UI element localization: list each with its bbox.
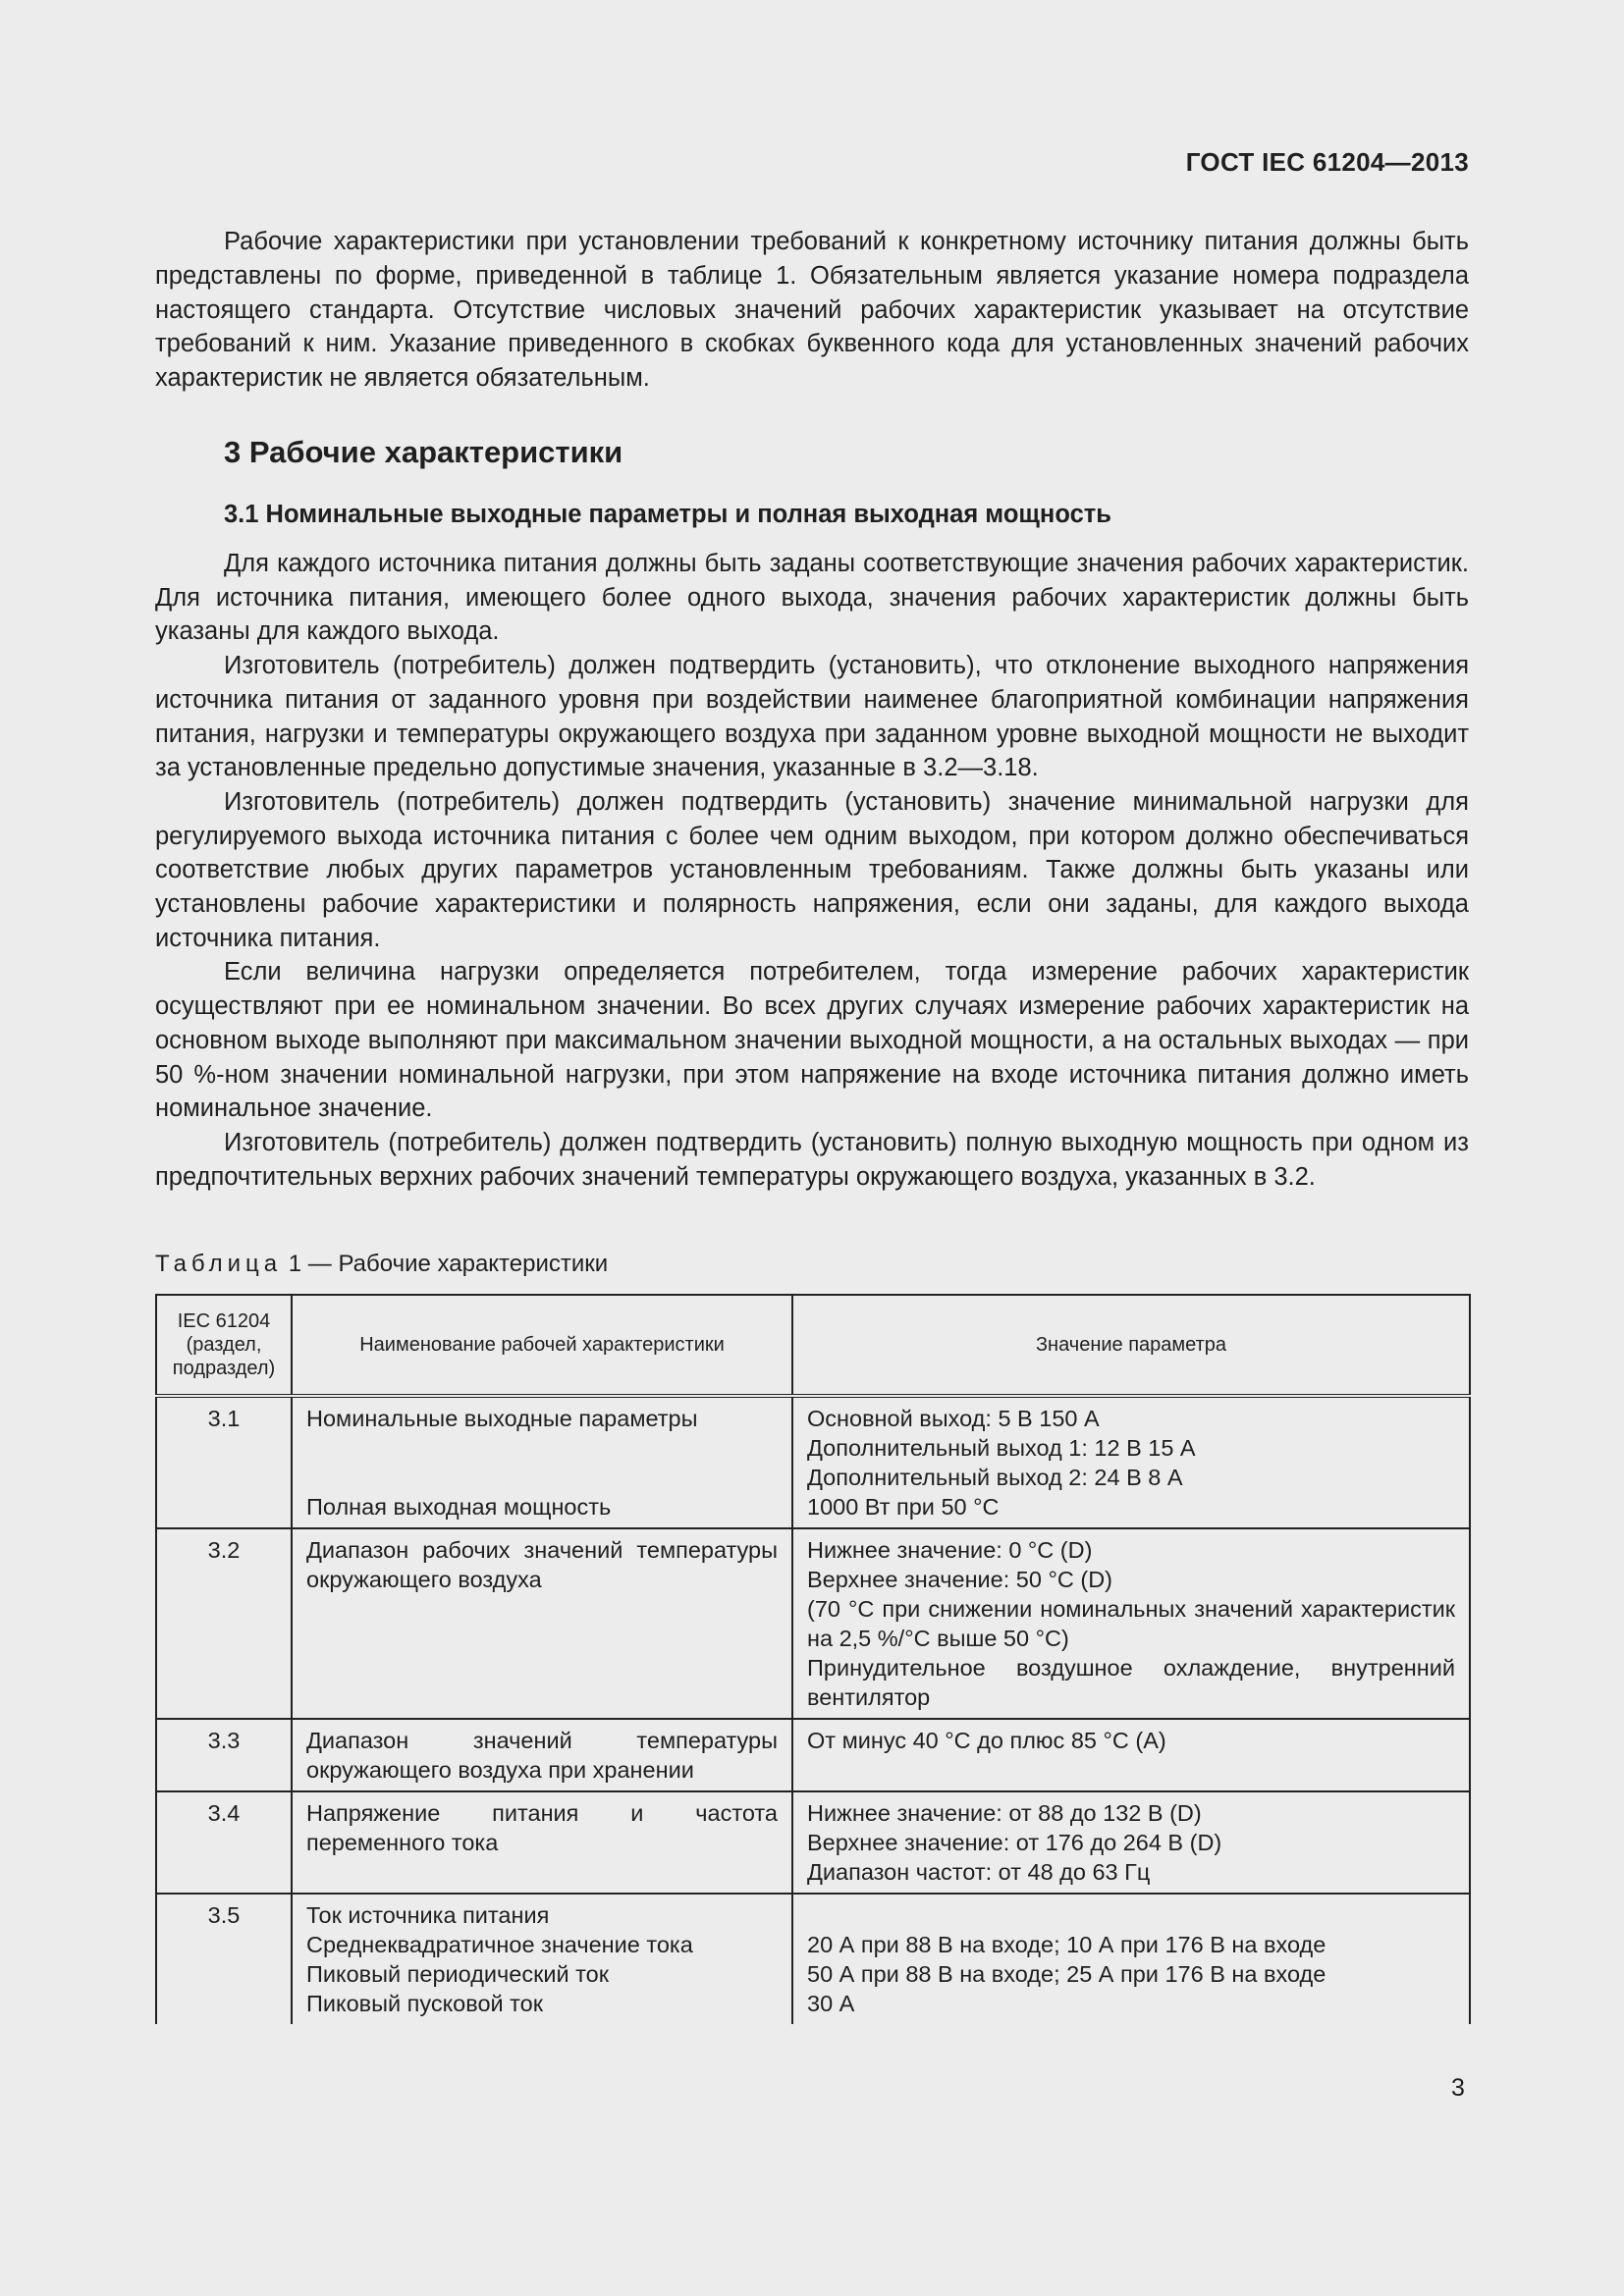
value-line: 1000 Вт при 50 °С	[807, 1494, 1000, 1520]
header-section: IEC 61204 (раздел, подраздел)	[156, 1295, 292, 1396]
row-number: 3.1	[156, 1396, 292, 1528]
row-name: Диапазон рабочих значений температуры окружающего воздуха	[292, 1528, 792, 1719]
row-name: Диапазон значений температуры окружающего воздуха при хранении	[292, 1719, 792, 1791]
value-line: (70 °С при снижении номинальных значений характеристик на 2,5 %/°С выше 50 °С)	[807, 1596, 1455, 1651]
row-value	[792, 1791, 1470, 1894]
table-caption-word: Таблица	[155, 1251, 283, 1277]
document-header: ГОСТ IEC 61204—2013	[1185, 147, 1469, 177]
section-3-1-body	[155, 547, 1469, 1194]
value-line: Верхнее значение: от 176 до 264 В (D)	[807, 1830, 1222, 1855]
table-caption	[155, 1251, 608, 1278]
row-number: 3.2	[156, 1528, 292, 1719]
row-value	[792, 1396, 1470, 1528]
value-line: Дополнительный выход 2: 24 В 8 А	[807, 1465, 1183, 1490]
value-line: 20 А при 88 В на входе; 10 А при 176 В на входе	[807, 1932, 1326, 1957]
name-line: Пиковый пусковой ток	[306, 1991, 544, 2016]
table-row	[156, 1528, 1470, 1719]
row-number: 3.4	[156, 1791, 292, 1894]
name-line: Ток источника питания	[306, 1902, 550, 1928]
section-3-heading: 3 Рабочие характеристики	[224, 435, 623, 469]
row-name: Напряжение питания и частота переменного тока	[292, 1791, 792, 1894]
row-value	[792, 1894, 1470, 2024]
name-line: Пиковый периодический ток	[306, 1961, 610, 1987]
name-line: Номинальные выходные параметры	[306, 1406, 698, 1431]
table-row	[156, 1719, 1470, 1791]
value-line: Основной выход: 5 В 150 А	[807, 1406, 1100, 1431]
value-line: 50 А при 88 В на входе; 25 А при 176 В на входе	[807, 1961, 1326, 1987]
value-line: Дополнительный выход 1: 12 В 15 А	[807, 1435, 1196, 1461]
row-value: От минус 40 °С до плюс 85 °С (А)	[792, 1719, 1470, 1791]
intro-paragraph	[155, 225, 1469, 396]
paragraph: Если величина нагрузки определяется потребителем, тогда измерение рабочих характеристик осуществляют при ее номинальном значении. Во всех других случаях измерение рабочих характеристик на основном выходе выполняют при максимальном значении выходной мощности, а на остальных выходах — при 50 %-ном значении номинальной нагрузки, при этом напряжение на входе источника питания должно иметь номинальное значение.	[155, 958, 1469, 1123]
paragraph: Для каждого источника питания должны быть заданы соответствующие значения рабочих характеристик. Для источника питания, имеющего более одного выхода, значения рабочих характеристик должны быть указаны для каждого выхода.	[155, 550, 1469, 646]
value-line: Принудительное воздушное охлаждение, внутренний вентилятор	[807, 1655, 1455, 1710]
characteristics-table	[155, 1294, 1471, 2024]
row-value	[792, 1528, 1470, 1719]
intro-text: Рабочие характеристики при установлении требований к конкретному источнику питания должны быть представлены по форме, приведенной в таблице 1. Обязательным является указание номера подраздела настоящего стандарта. Отсутствие числовых значений рабочих характеристик указывает на отсутствие требований к ним. Указание приведенного в скобках буквенного кода для установленных значений рабочих характеристик не является обязательным.	[155, 228, 1469, 393]
row-name	[292, 1396, 792, 1528]
table-row	[156, 1894, 1470, 2024]
paragraph: Изготовитель (потребитель) должен подтвердить (установить) полную выходную мощность при одном из предпочтительных верхних рабочих значений температуры окружающего воздуха, указанных в 3.2.	[155, 1128, 1469, 1191]
row-number: 3.3	[156, 1719, 292, 1791]
page-number: 3	[1451, 2074, 1465, 2102]
row-number: 3.5	[156, 1894, 292, 2024]
value-line: Верхнее значение: 50 °С (D)	[807, 1567, 1112, 1592]
table-row	[156, 1396, 1470, 1528]
table-caption-title: 1 — Рабочие характеристики	[288, 1251, 609, 1277]
section-3-1-heading: 3.1 Номинальные выходные параметры и полная выходная мощность	[224, 501, 1111, 528]
row-name	[292, 1894, 792, 2024]
table-header-row	[156, 1295, 1470, 1396]
paragraph: Изготовитель (потребитель) должен подтвердить (установить) значение минимальной нагрузки для регулируемого выхода источника питания с более чем одним выходом, при котором должно обеспечиваться соответствие любых других параметров установленным требованиям. Также должны быть указаны или установлены рабочие характеристики и полярность напряжения, если они заданы, для каждого выхода источника питания.	[155, 787, 1469, 952]
header-value: Значение параметра	[792, 1295, 1470, 1396]
paragraph: Изготовитель (потребитель) должен подтвердить (установить), что отклонение выходного напряжения источника питания от заданного уровня при воздействии наименее благоприятной комбинации напряжения питания, нагрузки и температуры окружающего воздуха при заданном уровне выходной мощности не выходит за установленные предельно допустимые значения, указанные в 3.2—3.18.	[155, 652, 1469, 782]
table-row	[156, 1791, 1470, 1894]
value-line: Диапазон частот: от 48 до 63 Гц	[807, 1859, 1151, 1885]
name-line: Среднеквадратичное значение тока	[306, 1932, 693, 1957]
header-name: Наименование рабочей характеристики	[292, 1295, 792, 1396]
value-line: 30 А	[807, 1991, 855, 2016]
value-line: Нижнее значение: 0 °С (D)	[807, 1537, 1093, 1563]
name-line: Полная выходная мощность	[306, 1494, 612, 1520]
value-line: Нижнее значение: от 88 до 132 В (D)	[807, 1800, 1202, 1826]
